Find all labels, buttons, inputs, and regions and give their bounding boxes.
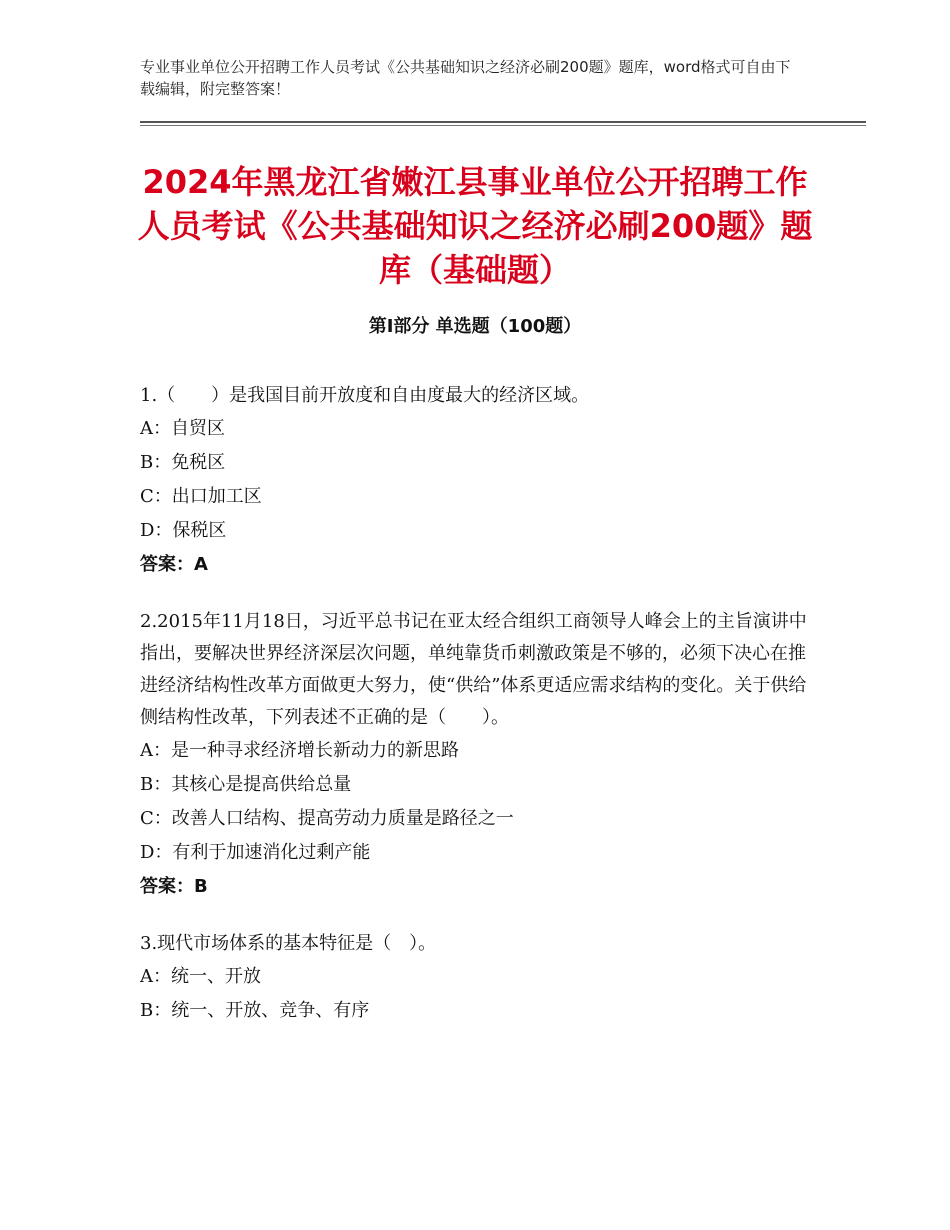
answer: 答案：B <box>140 876 208 897</box>
answer: 答案：A <box>140 554 208 575</box>
option-c: C：改善人口结构、提高劳动力质量是路径之一 <box>140 808 514 829</box>
question-list <box>140 380 820 1052</box>
option-a: A：统一、开放 <box>140 966 261 987</box>
question-3 <box>140 928 820 1028</box>
question-text: 3.现代市场体系的基本特征是（ ）。 <box>140 933 437 954</box>
question-2 <box>140 606 820 904</box>
option-c: C：出口加工区 <box>140 486 262 507</box>
question-text: 1.（ ）是我国目前开放度和自由度最大的经济区域。 <box>140 385 590 406</box>
option-a: A：自贸区 <box>140 418 225 439</box>
header-divider <box>140 121 866 123</box>
option-d: D：有利于加速消化过剩产能 <box>140 842 371 863</box>
option-b: B：免税区 <box>140 452 226 473</box>
question-1 <box>140 380 820 582</box>
section-heading: 第Ⅰ部分 单选题（100题） <box>368 316 582 337</box>
document-title: 2024年黑龙江省嫩江县事业单位公开招聘工作人员考试《公共基础知识之经济必刷200题》题库（基础题） <box>137 163 813 289</box>
option-a: A：是一种寻求经济增长新动力的新思路 <box>140 740 459 761</box>
option-b: B：其核心是提高供给总量 <box>140 774 352 795</box>
option-b: B：统一、开放、竞争、有序 <box>140 1000 370 1021</box>
option-d: D：保税区 <box>140 520 227 541</box>
header-note: 专业事业单位公开招聘工作人员考试《公共基础知识之经济必刷200题》题库，word格式可自由下载编辑，附完整答案！ <box>140 58 791 98</box>
question-text: 2.2015年11月18日，习近平总书记在亚太经合组织工商领导人峰会上的主旨演讲中指出，要解决世界经济深层次问题，单纯靠货币刺激政策是不够的，必须下决心在推进经济结构性改革方面做更大努力，使“供给”体系更适应需求结构的变化。关于供给侧结构性改革，下列表述不正确的是（ ）。 <box>140 611 807 728</box>
header-divider-thin <box>140 125 866 126</box>
